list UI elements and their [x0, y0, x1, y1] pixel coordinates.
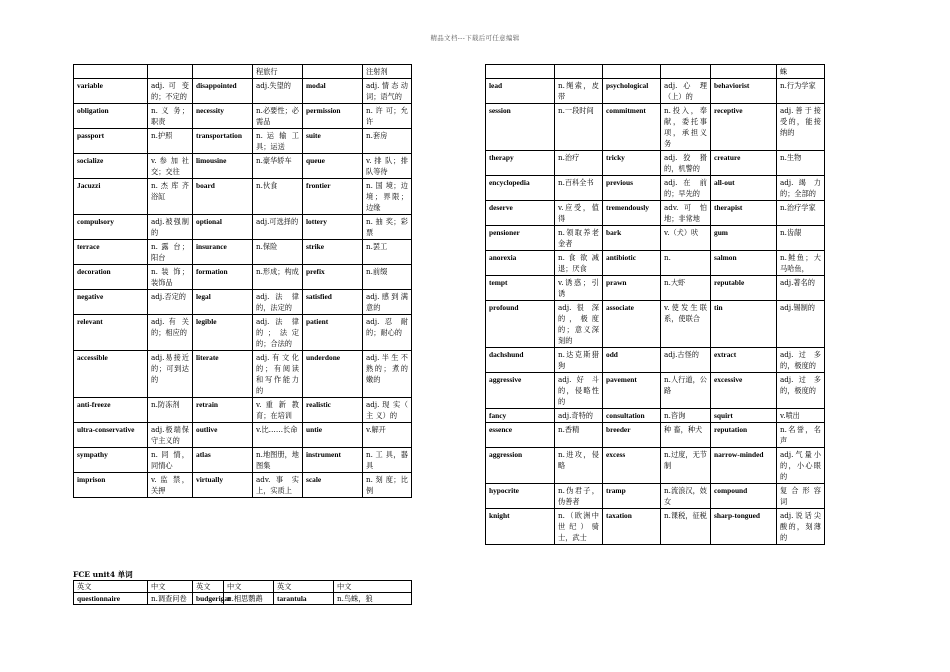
- english-word-cell: suite: [303, 129, 363, 154]
- english-word-cell: fancy: [486, 409, 555, 423]
- chinese-meaning-cell: n.课税，征税: [661, 509, 711, 545]
- english-word-cell: underdone: [303, 351, 363, 398]
- chinese-meaning-cell: n.（欧洲中世纪）骑士，武士: [555, 509, 603, 545]
- english-word-cell: encyclopedia: [486, 176, 555, 201]
- chinese-meaning-cell: n.鸟蛛，狼: [334, 593, 412, 605]
- chinese-meaning-cell: n. 抽 奖；彩票: [363, 215, 412, 240]
- vocab-row: [74, 129, 412, 154]
- english-word-cell: instrument: [303, 448, 363, 473]
- english-word-cell: scale: [303, 473, 363, 498]
- english-word-cell: compound: [711, 484, 777, 509]
- english-word-cell: excess: [603, 448, 661, 484]
- chinese-meaning-cell: n. 国 境；边境；界限；边缘: [363, 179, 412, 215]
- english-word-cell: [193, 65, 253, 79]
- chinese-meaning-cell: adj.易接近的；可到达的: [148, 351, 193, 398]
- english-word-cell: [603, 65, 661, 79]
- chinese-meaning-cell: adj.锡制的: [777, 301, 825, 348]
- chinese-meaning-cell: n. 杰 库 齐浴缸: [148, 179, 193, 215]
- chinese-meaning-cell: adj. 很 深的，极度的；意义深刻的: [555, 301, 603, 348]
- english-word-cell: associate: [603, 301, 661, 348]
- english-word-cell: bark: [603, 226, 661, 251]
- chinese-meaning-cell: n.前缀: [363, 265, 412, 290]
- chinese-meaning-cell: adj. 忍 耐的；耐心的: [363, 315, 412, 351]
- chinese-meaning-cell: n.达克斯猎狗: [555, 348, 603, 373]
- chinese-meaning-cell: n.流浪汉，妓女: [661, 484, 711, 509]
- chinese-meaning-cell: adj.被强制的: [148, 215, 193, 240]
- header-cell: 中文: [224, 581, 274, 593]
- header-cell: 英文: [274, 581, 334, 593]
- chinese-meaning-cell: adj.善于接受的，能接纳的: [777, 104, 825, 151]
- chinese-meaning-cell: n.一段时间: [555, 104, 603, 151]
- english-word-cell: necessity: [193, 104, 253, 129]
- english-word-cell: narrow-minded: [711, 448, 777, 484]
- english-word-cell: realistic: [303, 398, 363, 423]
- chinese-meaning-cell: adj. 法 律的，法定的: [253, 290, 303, 315]
- unit-title: FCE unit4 单词: [73, 570, 133, 579]
- chinese-meaning-cell: n.伙食: [253, 179, 303, 215]
- english-word-cell: [711, 65, 777, 79]
- english-word-cell: transportation: [193, 129, 253, 154]
- chinese-meaning-cell: adj. 狡 猾的，机警的: [661, 151, 711, 176]
- english-word-cell: reputation: [711, 423, 777, 448]
- chinese-meaning-cell: adj. 在 前的；早先的: [661, 176, 711, 201]
- english-word-cell: retrain: [193, 398, 253, 423]
- chinese-meaning-cell: n.形成；构成: [253, 265, 303, 290]
- chinese-meaning-cell: n.名誉，名声: [777, 423, 825, 448]
- english-word-cell: extract: [711, 348, 777, 373]
- chinese-meaning-cell: v. 重 新 教育；在培训: [253, 398, 303, 423]
- english-word-cell: gum: [711, 226, 777, 251]
- vocab-row: [74, 104, 412, 129]
- vocab-row: [486, 226, 825, 251]
- chinese-meaning-cell: n.百科全书: [555, 176, 603, 201]
- english-word-cell: legible: [193, 315, 253, 351]
- vocab-row: [74, 473, 412, 498]
- vocab-row: [74, 79, 412, 104]
- chinese-meaning-cell: v. 参 加 社交；交往: [148, 154, 193, 179]
- english-word-cell: breeder: [603, 423, 661, 448]
- chinese-meaning-cell: n.行为学家: [777, 79, 825, 104]
- english-word-cell: sympathy: [74, 448, 148, 473]
- english-word-cell: aggression: [486, 448, 555, 484]
- header-cell: 中文: [148, 581, 193, 593]
- chinese-meaning-cell: n.: [661, 251, 711, 276]
- vocab-row: [74, 265, 412, 290]
- chinese-meaning-cell: n.咨询: [661, 409, 711, 423]
- english-word-cell: tin: [711, 301, 777, 348]
- english-word-cell: all-out: [711, 176, 777, 201]
- english-word-cell: therapy: [486, 151, 555, 176]
- english-word-cell: session: [486, 104, 555, 151]
- english-word-cell: taxation: [603, 509, 661, 545]
- english-word-cell: socialize: [74, 154, 148, 179]
- english-word-cell: tempt: [486, 276, 555, 301]
- english-word-cell: outlive: [193, 423, 253, 448]
- chinese-meaning-cell: n. 露 台；阳台: [148, 240, 193, 265]
- chinese-meaning-cell: n.大虾: [661, 276, 711, 301]
- english-word-cell: sharp-tongued: [711, 509, 777, 545]
- chinese-meaning-cell: n. 装 饰；装饰品: [148, 265, 193, 290]
- chinese-meaning-cell: adj.著名的: [777, 276, 825, 301]
- chinese-meaning-cell: v.喷出: [777, 409, 825, 423]
- english-word-cell: anti-freeze: [74, 398, 148, 423]
- header-cell: 英文: [74, 581, 148, 593]
- chinese-meaning-cell: adj. 可 变 的；不定的: [148, 79, 193, 104]
- chinese-meaning-cell: n.进攻，侵略: [555, 448, 603, 484]
- chinese-meaning-cell: n.调查问卷: [148, 593, 193, 605]
- english-word-cell: tramp: [603, 484, 661, 509]
- chinese-meaning-cell: n.绳索，皮带: [555, 79, 603, 104]
- chinese-meaning-cell: n. 刻 度；比例: [363, 473, 412, 498]
- chinese-meaning-cell: n. 工 具，器具: [363, 448, 412, 473]
- english-word-cell: receptive: [711, 104, 777, 151]
- english-word-cell: variable: [74, 79, 148, 104]
- english-word-cell: aggressive: [486, 373, 555, 409]
- chinese-meaning-cell: adj.说话尖酸的，刻薄的: [777, 509, 825, 545]
- english-word-cell: tarantula: [274, 593, 334, 605]
- chinese-meaning-cell: adj. 现 实（ 主 义）的: [363, 398, 412, 423]
- vocab-row: [486, 176, 825, 201]
- english-word-cell: legal: [193, 290, 253, 315]
- english-word-cell: excessive: [711, 373, 777, 409]
- english-word-cell: board: [193, 179, 253, 215]
- english-word-cell: squirt: [711, 409, 777, 423]
- english-word-cell: ultra-conservative: [74, 423, 148, 448]
- chinese-meaning-cell: adj.古怪的: [661, 348, 711, 373]
- english-word-cell: formation: [193, 265, 253, 290]
- english-word-cell: literate: [193, 351, 253, 398]
- english-word-cell: accessible: [74, 351, 148, 398]
- chinese-meaning-cell: n.治疗学家: [777, 201, 825, 226]
- chinese-meaning-cell: adj.极端保守主义的: [148, 423, 193, 448]
- chinese-meaning-cell: n.套房: [363, 129, 412, 154]
- vocab-row: [486, 201, 825, 226]
- chinese-meaning-cell: n. 义 务；职责: [148, 104, 193, 129]
- english-word-cell: Jacuzzi: [74, 179, 148, 215]
- vocab-row: [486, 423, 825, 448]
- english-word-cell: queue: [303, 154, 363, 179]
- chinese-meaning-cell: [661, 65, 711, 79]
- chinese-meaning-cell: 种 畜，种犬: [661, 423, 711, 448]
- chinese-meaning-cell: n.相思鹦鹉: [224, 593, 274, 605]
- chinese-meaning-cell: adj. 过 多的，极度的: [777, 348, 825, 373]
- english-word-cell: budgerigar: [193, 593, 224, 605]
- english-word-cell: relevant: [74, 315, 148, 351]
- english-word-cell: previous: [603, 176, 661, 201]
- english-word-cell: dachshund: [486, 348, 555, 373]
- chinese-meaning-cell: n.齿龈: [777, 226, 825, 251]
- chinese-meaning-cell: adj. 过 多的，极度的: [777, 373, 825, 409]
- english-word-cell: negative: [74, 290, 148, 315]
- vocab-row: [74, 448, 412, 473]
- english-word-cell: disappointed: [193, 79, 253, 104]
- chinese-meaning-cell: v. 监 禁，关押: [148, 473, 193, 498]
- english-word-cell: questionnaire: [74, 593, 148, 605]
- english-word-cell: deserve: [486, 201, 555, 226]
- chinese-meaning-cell: n.保险: [253, 240, 303, 265]
- chinese-meaning-cell: n.生物: [777, 151, 825, 176]
- chinese-meaning-cell: n. 同 情，同情心: [148, 448, 193, 473]
- vocab-row: [486, 276, 825, 301]
- vocab-row: [486, 104, 825, 151]
- english-word-cell: frontier: [303, 179, 363, 215]
- vocab-row: [74, 240, 412, 265]
- chinese-meaning-cell: n.罢工: [363, 240, 412, 265]
- vocab-row: [486, 65, 825, 79]
- english-word-cell: reputable: [711, 276, 777, 301]
- chinese-meaning-cell: adj.半生不熟的；煮的嫩的: [363, 351, 412, 398]
- chinese-meaning-cell: adj.失望的: [253, 79, 303, 104]
- chinese-meaning-cell: v.诱惑；引诱: [555, 276, 603, 301]
- chinese-meaning-cell: adj. 竭 力的；全部的: [777, 176, 825, 201]
- english-word-cell: behaviorist: [711, 79, 777, 104]
- chinese-meaning-cell: n.投入，奉献，委托事项，承担义务: [661, 104, 711, 151]
- english-word-cell: hypocrite: [486, 484, 555, 509]
- chinese-meaning-cell: n.伪君子，伪善者: [555, 484, 603, 509]
- chinese-meaning-cell: adj.奇特的: [555, 409, 603, 423]
- chinese-meaning-cell: 蛛: [777, 65, 825, 79]
- vocab-row: [486, 409, 825, 423]
- vocab-row: [486, 348, 825, 373]
- chinese-meaning-cell: adj.有文化的；有阅读和写作能力的: [253, 351, 303, 398]
- english-word-cell: permission: [303, 104, 363, 129]
- unit-header-row: [74, 581, 412, 593]
- english-word-cell: prefix: [303, 265, 363, 290]
- chinese-meaning-cell: adj.感到满意的: [363, 290, 412, 315]
- english-word-cell: tremendously: [603, 201, 661, 226]
- header-cell: 英文: [193, 581, 224, 593]
- chinese-meaning-cell: v.使发生联系，使联合: [661, 301, 711, 348]
- vocab-row: [486, 509, 825, 545]
- english-word-cell: creature: [711, 151, 777, 176]
- chinese-meaning-cell: 程旅行: [253, 65, 303, 79]
- vocab-row: [74, 423, 412, 448]
- english-word-cell: terrace: [74, 240, 148, 265]
- english-word-cell: patient: [303, 315, 363, 351]
- chinese-meaning-cell: adj. 有 关的；相应的: [148, 315, 193, 351]
- chinese-meaning-cell: 复 合 形 容词: [777, 484, 825, 509]
- vocab-row: [486, 484, 825, 509]
- english-word-cell: insurance: [193, 240, 253, 265]
- right-vocab-table: [485, 64, 825, 545]
- vocab-row: [486, 373, 825, 409]
- chinese-meaning-cell: v.（犬）吠: [661, 226, 711, 251]
- chinese-meaning-cell: n. 运 输 工具；运送: [253, 129, 303, 154]
- vocab-row: [74, 65, 412, 79]
- vocab-row: [74, 215, 412, 240]
- vocab-row: [486, 79, 825, 104]
- chinese-meaning-cell: n.过度，无节制: [661, 448, 711, 484]
- english-word-cell: strike: [303, 240, 363, 265]
- english-word-cell: tricky: [603, 151, 661, 176]
- vocab-row: [74, 290, 412, 315]
- english-word-cell: consultation: [603, 409, 661, 423]
- vocab-row: [486, 448, 825, 484]
- english-word-cell: salmon: [711, 251, 777, 276]
- english-word-cell: compulsory: [74, 215, 148, 240]
- english-word-cell: passport: [74, 129, 148, 154]
- english-word-cell: psychological: [603, 79, 661, 104]
- vocab-row: [486, 251, 825, 276]
- chinese-meaning-cell: 注射剂: [363, 65, 412, 79]
- vocab-row: [74, 398, 412, 423]
- chinese-meaning-cell: n.防冻剂: [148, 398, 193, 423]
- vocab-row: [74, 315, 412, 351]
- unit-header-table: [73, 580, 412, 605]
- english-word-cell: commitment: [603, 104, 661, 151]
- chinese-meaning-cell: adj.气量小的，小心眼的: [777, 448, 825, 484]
- english-word-cell: [74, 65, 148, 79]
- left-vocab-table: [73, 64, 412, 498]
- english-word-cell: modal: [303, 79, 363, 104]
- chinese-meaning-cell: adj. 好 斗的，侵略性的: [555, 373, 603, 409]
- page-header: 精品文档---下载后可任意编辑: [430, 34, 520, 42]
- english-word-cell: obligation: [74, 104, 148, 129]
- chinese-meaning-cell: n. 许 可；允许: [363, 104, 412, 129]
- chinese-meaning-cell: n.人行道，公路: [661, 373, 711, 409]
- vocab-row: [74, 154, 412, 179]
- english-word-cell: odd: [603, 348, 661, 373]
- chinese-meaning-cell: n. 食 欲 减退；厌食: [555, 251, 603, 276]
- english-word-cell: satisfied: [303, 290, 363, 315]
- english-word-cell: decoration: [74, 265, 148, 290]
- vocab-row: [486, 301, 825, 348]
- header-cell: 中文: [334, 581, 412, 593]
- chinese-meaning-cell: n.必要性；必需品: [253, 104, 303, 129]
- english-word-cell: [303, 65, 363, 79]
- english-word-cell: [486, 65, 555, 79]
- english-word-cell: pensioner: [486, 226, 555, 251]
- vocab-row: [74, 351, 412, 398]
- chinese-meaning-cell: n.豪华轿车: [253, 154, 303, 179]
- chinese-meaning-cell: n.鲑鱼；大马哈鱼，: [777, 251, 825, 276]
- english-word-cell: lead: [486, 79, 555, 104]
- chinese-meaning-cell: n.治疗: [555, 151, 603, 176]
- chinese-meaning-cell: adj.情态动词；语气的: [363, 79, 412, 104]
- vocab-row: [74, 179, 412, 215]
- english-word-cell: essence: [486, 423, 555, 448]
- chinese-meaning-cell: v. 排 队；排队等待: [363, 154, 412, 179]
- chinese-meaning-cell: adj. 法 律的；法定的；合法的: [253, 315, 303, 351]
- english-word-cell: atlas: [193, 448, 253, 473]
- english-word-cell: profound: [486, 301, 555, 348]
- english-word-cell: limousine: [193, 154, 253, 179]
- chinese-meaning-cell: v.解开: [363, 423, 412, 448]
- unit-first-row: [74, 593, 412, 605]
- english-word-cell: imprison: [74, 473, 148, 498]
- chinese-meaning-cell: adv. 事 实上，实质上: [253, 473, 303, 498]
- english-word-cell: therapist: [711, 201, 777, 226]
- chinese-meaning-cell: adv. 可 怕地；非常地: [661, 201, 711, 226]
- chinese-meaning-cell: adj. 心 理（上）的: [661, 79, 711, 104]
- chinese-meaning-cell: n.香精: [555, 423, 603, 448]
- vocab-row: [486, 151, 825, 176]
- english-word-cell: knight: [486, 509, 555, 545]
- chinese-meaning-cell: v.应受，值得: [555, 201, 603, 226]
- english-word-cell: untie: [303, 423, 363, 448]
- english-word-cell: virtually: [193, 473, 253, 498]
- chinese-meaning-cell: adj.否定的: [148, 290, 193, 315]
- english-word-cell: antibiotic: [603, 251, 661, 276]
- chinese-meaning-cell: adj.可选择的: [253, 215, 303, 240]
- english-word-cell: prawn: [603, 276, 661, 301]
- english-word-cell: anorexia: [486, 251, 555, 276]
- english-word-cell: lottery: [303, 215, 363, 240]
- chinese-meaning-cell: [148, 65, 193, 79]
- chinese-meaning-cell: n.领取养老金者: [555, 226, 603, 251]
- english-word-cell: pavement: [603, 373, 661, 409]
- chinese-meaning-cell: v.比……长命: [253, 423, 303, 448]
- chinese-meaning-cell: n.护照: [148, 129, 193, 154]
- chinese-meaning-cell: n.地图册，地图集: [253, 448, 303, 473]
- chinese-meaning-cell: [555, 65, 603, 79]
- english-word-cell: optional: [193, 215, 253, 240]
